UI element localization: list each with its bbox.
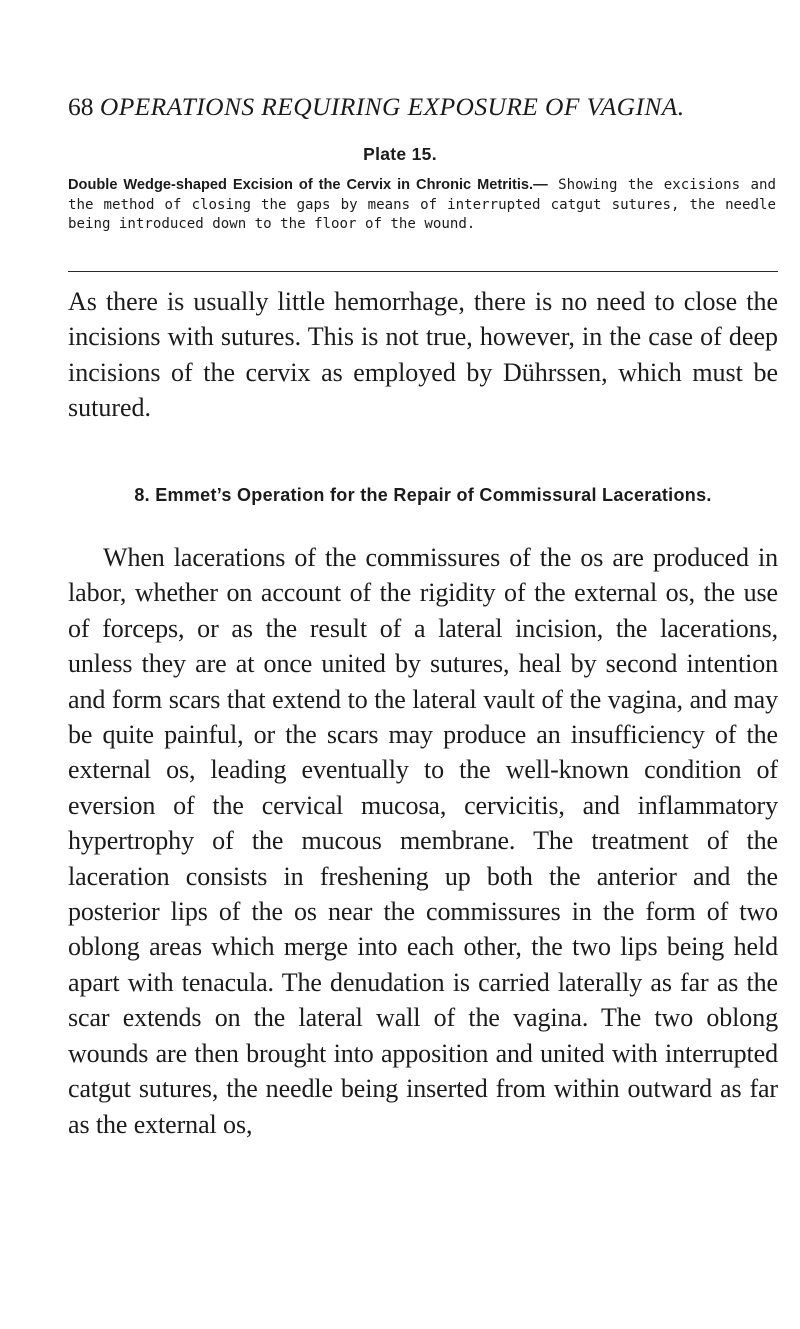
plate-caption	[68, 176, 776, 235]
plate-title: Plate 15.	[363, 144, 437, 164]
page-number: 68	[68, 92, 94, 121]
section-heading: 8. Emmet’s Operation for the Repair of Commissural Lacerations.	[134, 485, 712, 505]
caption-divider	[68, 271, 778, 272]
caption-heading: Double Wedge-shaped Excision of the Cervix in Chronic Metritis.—	[68, 177, 548, 193]
running-title: OPERATIONS REQUIRING EXPOSURE OF VAGINA.	[99, 92, 685, 121]
paragraph-hemorrhage: As there is usually little hemorrhage, there is no need to close the incisions with sutures. This is not true, however, in the case of deep incisions of the cervix as employed by Dührssen, which must be sutured.	[68, 287, 778, 423]
running-header	[68, 92, 768, 122]
paragraph-lacerations: When lacerations of the commissures of the os are produced in labor, whether on account of the rigidity of the external os, the use of forceps, or as the result of a lateral incision, the lacerations, unless they are at once united by sutures, heal by second intention and form scars that extend to the lateral vault of the vagina, and may be quite painful, or the scars may produce an insufficiency of the external os, leading eventually to the well-known condition of eversion of the cervical mucosa, cervicitis, and inflammatory hypertrophy of the mucous membrane. The treatment of the laceration consists in freshening up both the anterior and the posterior lips of the os near the commissures in the form of two oblong areas which merge into each other, the two lips being held apart with tenacula. The denudation is carried laterally as far as the scar extends on the lateral wall of the vagina. The two oblong wounds are then brought into apposition and united with interrupted catgut sutures, the needle being inserted from within outward as far as the external os,	[68, 543, 778, 1139]
caption-text: Showing the excisions and the method of closing the gaps by means of interrupted catgut sutures, the needle being introduced down to the floor of the wound.	[68, 177, 776, 233]
